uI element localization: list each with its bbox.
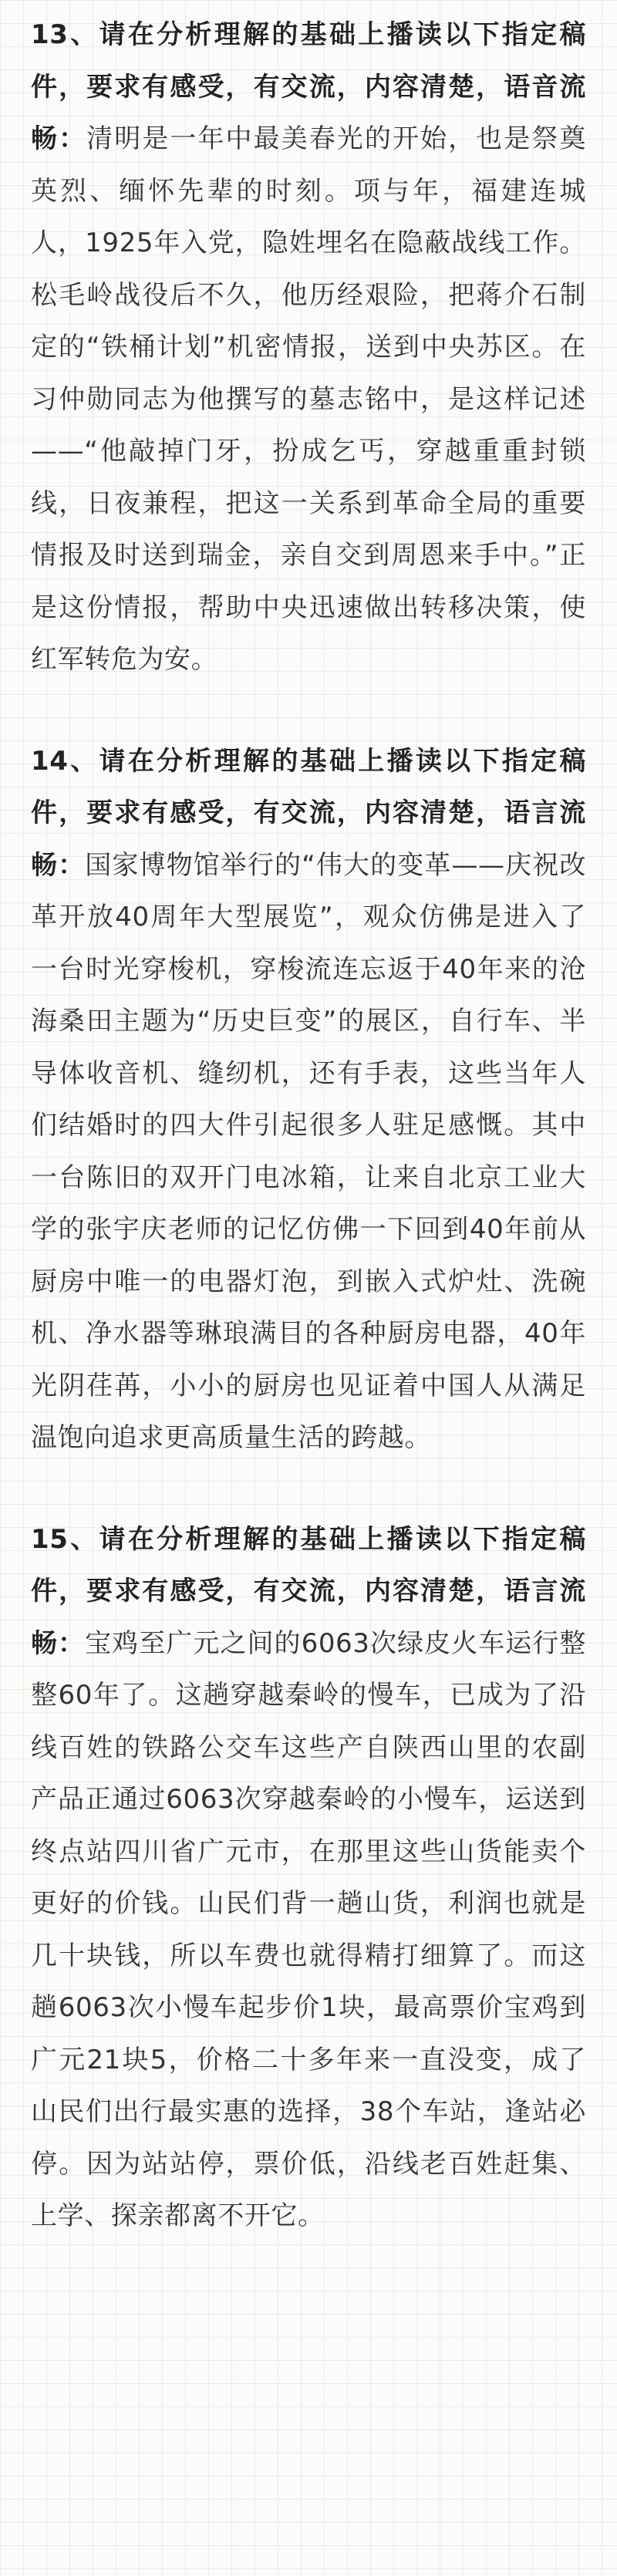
question-14-prompt: 14、请在分析理解的基础上播读以下指定稿件，要求有感受，有交流，内容清楚，语言流畅： bbox=[31, 745, 586, 881]
question-13-prompt: 13、请在分析理解的基础上播读以下指定稿件，要求有感受，有交流，内容清楚，语音流畅： bbox=[31, 19, 586, 154]
question-13 bbox=[31, 9, 586, 686]
question-15 bbox=[31, 1514, 586, 2243]
question-14 bbox=[31, 736, 586, 1465]
question-15-text: 宝鸡至广元之间的6063次绿皮火车运行整整60年了。这趟穿越秦岭的慢车，已成为了沿线百姓的铁路公交车这些产自陕西山里的农副产品正通过6063次穿越秦岭的小慢车，运送到终点站四川省广元市，在那里这些山货能卖个更好的价钱。山民们背一趟山货，利润也就是几十块钱，所以车费也就得精打细算了。而这趟6063次小慢车起步价1块，最高票价宝鸡到广元21块5，价格二十多年来一直没变，成了山民们出行最实惠的选择，38个车站，逢站必停。因为站站停，票价低，沿线老百姓赶集、上学、探亲都离不开它。 bbox=[31, 1627, 586, 2231]
question-14-text: 国家博物馆举行的“伟大的变革——庆祝改革开放40周年大型展览”，观众仿佛是进入了一台时光穿梭机，穿梭流连忘返于40年来的沧海桑田主题为“历史巨变”的展区，自行车、半导体收音机、缝纫机，还有手表，这些当年人们结婚时的四大件引起很多人驻足感慨。其中一台陈旧的双开门电冰箱，让来自北京工业大学的张宇庆老师的记忆仿佛一下回到40年前从厨房中唯一的电器灯泡，到嵌入式炉灶、洗碗机、净水器等琳琅满目的各种厨房电器，40年光阴荏苒，小小的厨房也见证着中国人从满足温饱向追求更高质量生活的跨越。 bbox=[31, 849, 586, 1453]
question-15-prompt: 15、请在分析理解的基础上播读以下指定稿件，要求有感受，有交流，内容清楚，语言流畅： bbox=[31, 1523, 586, 1659]
question-13-text: 清明是一年中最美春光的开始，也是祭奠英烈、缅怀先辈的时刻。项与年，福建连城人，1925年入党，隐姓埋名在隐蔽战线工作。松毛岭战役后不久，他历经艰险，把蒋介石制定的“铁桶计划”机密情报，送到中央苏区。在习仲勋同志为他撰写的墓志铭中，是这样记述——“他敲掉门牙，扮成乞丐，穿越重重封锁线，日夜兼程，把这一关系到革命全局的重要情报及时送到瑞金，亲自交到周恩来手中。”正是这份情报，帮助中央迅速做出转移决策，使红军转危为安。 bbox=[31, 123, 586, 675]
